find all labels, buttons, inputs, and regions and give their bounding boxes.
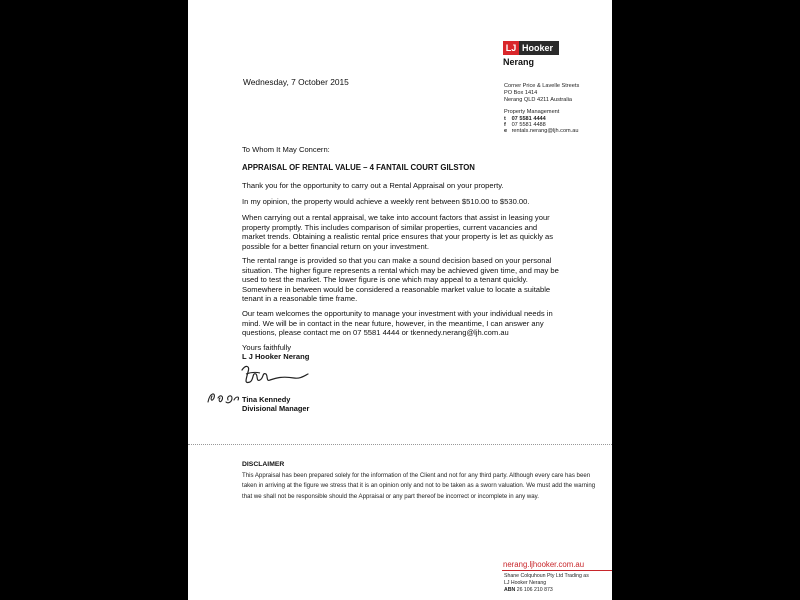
letter-page	[188, 0, 612, 600]
abn-label: ABN	[504, 586, 516, 593]
footer-website: nerang.ljhooker.com.au	[503, 560, 585, 569]
closing: Yours faithfully	[242, 343, 292, 352]
salutation: To Whom It May Concern:	[242, 145, 330, 154]
office-name: Nerang	[503, 57, 535, 67]
address-line-1: Corner Price & Lavelle Streets	[504, 83, 580, 89]
disclaimer-text: This Appraisal has been prepared solely for the information of the Client and not for any third party. Although every care has been taken in arriving at the figure we stress that it is an opinion only and not to be taken as a sworn valuation. We must add the warning that we shall not be responsible should the Appraisal or any part thereof be incorrect or incomplete in any way.	[242, 472, 596, 500]
paragraph-appraisal-factors: When carrying out a rental appraisal, we take into account factors that assist in leasing your property promptly. This includes comparison of similar properties, current vacancies and market trends. Obtaining a realistic rental price ensures that your property is let as quickly as possible for a better financial return on your investment.	[242, 213, 554, 251]
address-line-3: Nerang QLD 4211 Australia	[504, 97, 572, 103]
fax-number: 07 5581 4488	[511, 122, 546, 128]
email-address: rentals.nerang@ljh.com.au	[511, 128, 579, 134]
phone-number: 07 5581 4444	[511, 116, 546, 122]
signer-name: Tina Kennedy	[242, 395, 291, 404]
brand-logo-mark: LJ	[503, 41, 519, 55]
section-divider	[188, 444, 612, 445]
fax-key: f	[504, 122, 506, 128]
brand-logo-name: Hooker	[522, 43, 554, 53]
disclaimer-title: DISCLAIMER	[242, 461, 285, 468]
footer-legal-line-1: Shane Colquhoun Pty Ltd Trading as	[504, 573, 589, 579]
signer-title: Divisional Manager	[242, 404, 310, 413]
footer-legal-line-2: LJ Hooker Nerang	[504, 579, 547, 586]
paragraph-contact: Our team welcomes the opportunity to manage your investment with your individual needs in mind. We will be in contact in the near future, however, in the meantime, I can answer any questions, please contact me on 07 5581 4444 or tkennedy.nerang@ljh.com.au	[242, 309, 553, 338]
brand-logo	[503, 41, 559, 55]
per-pro-mark	[206, 388, 242, 408]
footer-abn	[504, 587, 589, 594]
footer-legal	[504, 573, 589, 593]
email-row	[504, 128, 579, 134]
paragraph-rental-range: The rental range is provided so that you can make a sound decision based on your personal situation. The higher figure represents a rental which may be achieved given time, and may be used to test the market. The lower figure is one which may appeal to a tenant quickly. Somewhere in between would be considered a reasonable market value to locate a suitable tenant in a reasonable time frame.	[242, 256, 559, 304]
email-key: e	[504, 128, 508, 134]
firm-name: L J Hooker Nerang	[242, 352, 310, 361]
footer-rule	[502, 570, 612, 571]
address-line-2: PO Box 1414	[504, 90, 538, 96]
letter-subject: APPRAISAL OF RENTAL VALUE – 4 FANTAIL COURT GILSTON	[242, 163, 475, 172]
letter-date: Wednesday, 7 October 2015	[243, 77, 349, 87]
signature-image	[238, 362, 318, 388]
paragraph-thanks: Thank you for the opportunity to carry out a Rental Appraisal on your property.	[242, 181, 504, 190]
phone-key: t	[504, 116, 506, 122]
department-label: Property Management	[504, 109, 560, 115]
paragraph-rent-opinion: In my opinion, the property would achieve a weekly rent between $510.00 to $530.00.	[242, 197, 530, 206]
abn-number: 26 106 210 873	[516, 586, 553, 593]
